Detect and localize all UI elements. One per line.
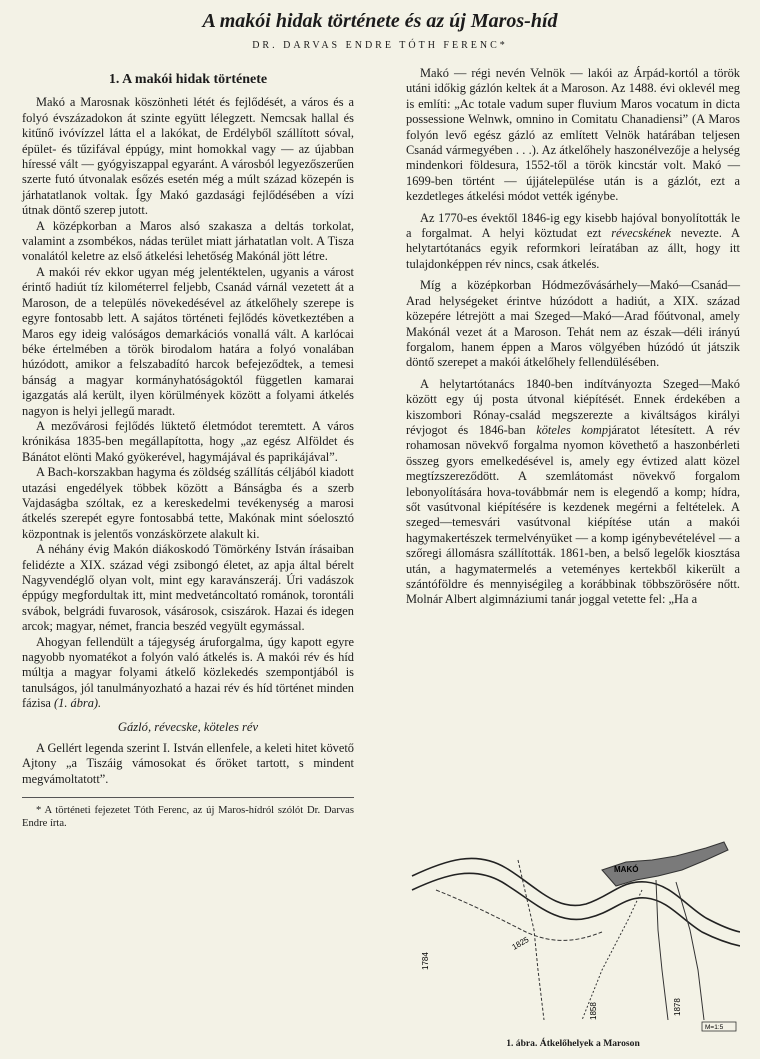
paragraph xyxy=(22,635,354,712)
footnote: * A történeti fejezetet Tóth Ferenc, az új Maros-hídról szólót Dr. Darvas Endre írta. xyxy=(22,805,354,830)
right-column xyxy=(406,66,740,608)
paragraph: A középkorban a Maros alsó szakasza a deltás torkolat, valamint a zsombékos, nádas terület miatt járhatatlan volt. A Tisza vonalától keletre az első átkelési lehetőség Makónál jött létre. xyxy=(22,218,354,264)
emphasis: köteles komp xyxy=(536,422,609,437)
paragraph: A néhány évig Makón diákoskodó Tömörkény István írásaiban felidézte a XIX. század végi zsibongó életet, az apja által bérelt Nagyvendéglő olyan volt, mint egy karavánszeráj. Úri vadászok éppúgy megfordultak itt, mint medvetáncoltató románok, torontáli svábok, belgrádi fuvarosok, vásárosok, csiszárok. Hazai és idegen arcok; magyar, német, francia beszéd vegyült egymással. xyxy=(22,542,354,634)
paragraph-text: Ahogyan fellendült a tájegység áruforgalma, úgy kapott egyre nagyobb nyomatékot a folyón való átkelés is. A makói rév és híd múltja a magyar folyami átkelő közlekedés szempontjából is tanulságos, jól tanulmányozható a hazai rév és híd történet minden fázisa xyxy=(22,634,354,711)
paragraph: A mezővárosi fejlődés lüktető életmódot teremtett. A város krónikása 1835-ben megállapította, hogy „az egész Alföldet és Bánátot elönti Makó gyökerével, hagymájával és paprikájával”. xyxy=(22,418,354,464)
crossing-line xyxy=(582,890,642,1020)
road-line xyxy=(436,890,602,940)
figure-reference: (1. ábra). xyxy=(54,696,102,711)
paragraph-text: A helytartótanács 1840-ben indítványozta Szeged—Makó között egy új posta útvonal kiépítését. Ennek érdekében a kiszombori Rónay-család megszerezte a kiváltságos királyi révjogot és 1846-ban xyxy=(406,376,740,437)
paragraph-text: nevezte. A helytartótanács egyik reformkori leíratában az állt, hogy itt tulajdonképpen rév nincs, csak átkelés. xyxy=(406,226,740,271)
scale-label: M=1:5 xyxy=(705,1024,724,1031)
year-label: 1858 xyxy=(589,1002,598,1020)
emphasis: révecskének xyxy=(611,226,672,241)
paragraph xyxy=(406,377,740,608)
paragraph-text: járatot létesített. A rév rohamosan növekvő forgalma nyomon követhető a haszonbérleti összeg gyors emelkedésével is, amely egy évtized alatt közel megtízszereződött. A szemlátomást növekvő forgalom lebonyolítására hova-továbbmár nem is elegendő a komp; hídra, sőt vasútvonal kiépítésére is kezdenek megérni a feltételek. A szeged—temesvári vasútvonal kiépítése után a makói hagymakertészek termelvényüket — a komp igénybevételével — a szőregi állomásra szállították. 1861-ben, a belső legelők kiosztása után, a hagymatermelés a veteményes kertekből kikerült a szántóföldre és mennyiségileg a korábbinak többszörösére nőtt. Molnár Albert algimnáziumi tanár joggal vetette fel: „Ha a xyxy=(406,422,741,607)
figure-caption: 1. ábra. Átkelőhelyek a Maroson xyxy=(506,1038,640,1049)
left-column xyxy=(22,66,354,830)
paragraph: A makói rév ekkor ugyan még jelentéktelen, ugyanis a várost érintő hadiút tíz kilométerrel feljebb, Csanád várnál vezetett át a Maroson, de a település növekedésével az átkelőhely szerepe is egyre fontosabb lett. A sajátos történeti fejlődés következtében a Maros egy ideig valóságos demarkációs vonallá vált. A karlócai béke értelmében a török birodalom határa a folyó vonalában húzódott, amikor a felszabadító harcok befejeződtek, a temesi bánság a magyar kormányhatóságoktól független kamarai igazgatás alá került, ilyen körülmények között a folyami átkelés nagyon is helyi jellegű maradt. xyxy=(22,264,354,418)
year-label: 1784 xyxy=(421,952,430,970)
river-crossings-map xyxy=(406,820,740,1044)
paragraph: Míg a középkorban Hódmezővásárhely—Makó—Csanád—Arad helységeket érintve húzódott a hadiút, a XIX. század közepére létrejött a mai Szeged—Makó—Arad főútvonal, amely Makónál vezet át a Maroson. Tehát nem az észak—déli irányú forgalom, hanem éppen a Maros völgyében húzódó út játszik döntő szerepet a makói átkelőhely fellendülésében. xyxy=(406,278,740,370)
paragraph: Makó a Marosnak köszönheti létét és fejlődését, a város és a folyó évszázadokon át szinte együtt lélegzett. Nemcsak hallal és kitűnő ivóvízzel látta el a lakókat, de Erdélyből szállított sóval, épület- és tűzifával éppúgy, mint homokkal vagy — az újabban híressé vált — gyógyiszappal egyaránt. A városból legyezőszerűen szerte futó útvonalak esőzés esetén még a múlt század közepén is járhatatlanok voltak. Így Makó gazdasági fejlődésében a vízi útnak döntő szerep jutott. xyxy=(22,95,354,218)
year-label: 1825 xyxy=(510,935,531,952)
paragraph-text: Az 1770-es évektől 1846-ig egy kisebb hajóval bonyolították le a forgalmat. A helyi köztudat ezt xyxy=(406,210,740,241)
city-label: MAKÓ xyxy=(614,865,639,874)
paragraph xyxy=(406,211,740,273)
page-title: A makói hidak története és az új Maros-híd xyxy=(202,10,558,32)
paragraph: Makó — régi nevén Velnök — lakói az Árpád-kortól a török utáni időkig gázlón keltek át a Maroson. Az 1488. évi oklevél meg is említi: „Ac totale vadum super fluvium Maros vocatum in dicta possessione Welnwk, omnino in Comitatu Chanadiensi” (A Maros folyón levő egész gázló az említett Velnök határában teljesen Csanád vármegyében . . .). Az átkelőhely haszonélvezője a helység mindenkori földesura, 1552-től a török kincstár volt. Makó — 1699-ben történt — újjátelepülése után is a gázlót, ezt a kezdetleges átkelési módot vették igénybe. xyxy=(406,66,740,204)
subsection-heading: Gázló, révecske, köteles rév xyxy=(117,719,259,734)
paragraph: A Bach-korszakban hagyma és zöldség szállítás céljából kiadott utazási engedélyek többek között a Bánságba és a szerb Vajdaságba szóltak, ez a kereskedelmi tevékenység a marosi átkelés szerepét egyre fontosabbá tette, Makónak mint sóelosztó központnak is jelentős vonzáskörzete alakult ki. xyxy=(22,465,354,541)
town-area xyxy=(602,842,728,886)
footnote-divider xyxy=(22,797,354,798)
paragraph: A Gellért legenda szerint I. István ellenfele, a keleti hitet követő Ajtony „a Tiszáig vámosokat és őröket tartott, s mindent megvámoltatott”. xyxy=(22,741,354,786)
year-label: 1878 xyxy=(673,998,682,1016)
river-bank-north xyxy=(412,858,740,932)
section-heading: 1. A makói hidak története xyxy=(108,72,268,87)
authors-line: DR. DARVAS ENDRE TÓTH FERENC* xyxy=(252,40,508,51)
